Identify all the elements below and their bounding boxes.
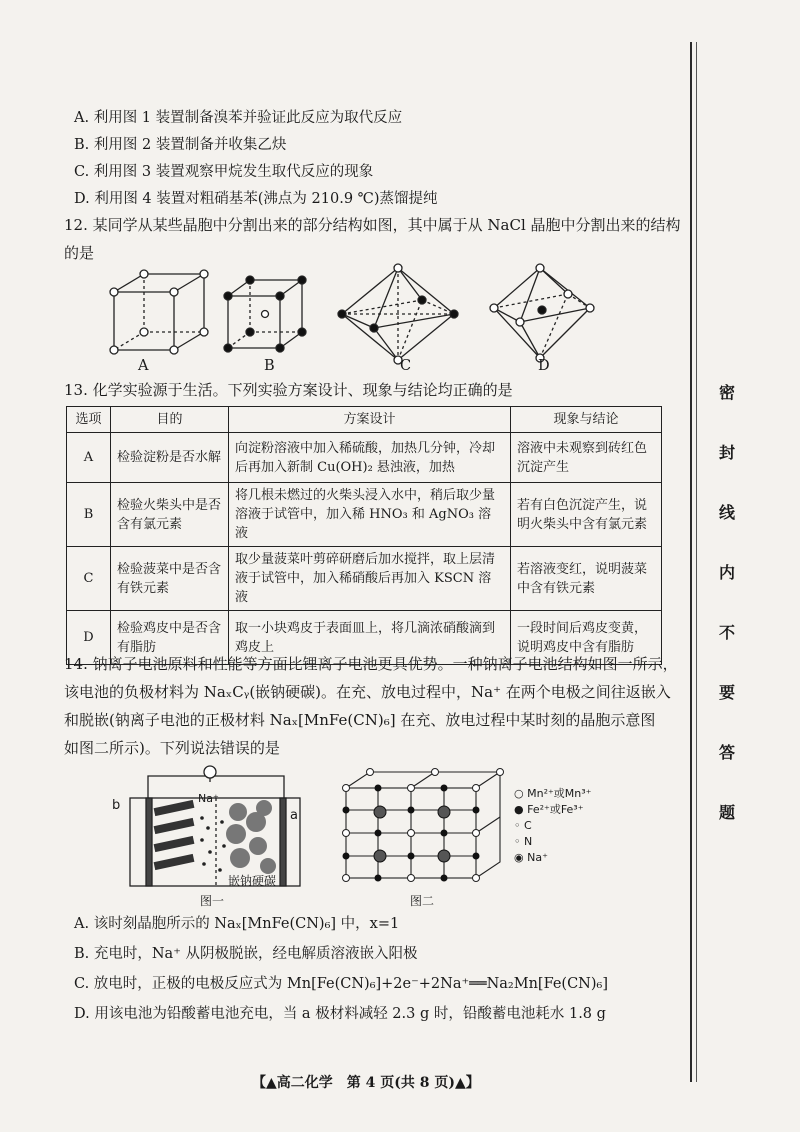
fig1-label-na: Na⁺ — [198, 792, 219, 805]
row-option: C — [67, 547, 111, 611]
legend-small-circle-icon: ◦ — [514, 835, 521, 848]
page-footer: 【▲高二化学 第 4 页(共 8 页)▲】 — [252, 1075, 480, 1091]
seal-char: 不 — [718, 623, 735, 642]
q14-stem-line4: 如图二所示)。下列说法错误的是 — [64, 739, 280, 757]
row-purpose: 检验淀粉是否水解 — [111, 433, 229, 483]
row-purpose: 检验鸡皮中是否含有脂肪 — [111, 611, 229, 665]
row-purpose: 检验火柴头中是否含有氯元素 — [111, 483, 229, 547]
fig1-label-a: a — [290, 808, 298, 823]
q14-stem-line1: 14. 钠离子电池原料和性能等方面比锂离子电池更具优势。一种钠离子电池结构如图一所示， — [64, 655, 678, 673]
q11-option-b: B. 利用图 2 装置制备并收集乙炔 — [74, 137, 287, 153]
row-result: 一段时间后鸡皮变黄，说明鸡皮中含有脂肪 — [511, 611, 662, 665]
fig2-legend — [514, 786, 591, 866]
q13-table-header — [67, 407, 662, 433]
seal-char: 题 — [718, 803, 735, 822]
q11-option-d: D. 利用图 4 装置对粗硝基苯(沸点为 210.9 ℃)蒸馏提纯 — [74, 191, 438, 207]
legend-item: ○ Mn²⁺或Mn³⁺ — [514, 787, 592, 800]
row-result: 溶液中未观察到砖红色沉淀产生 — [511, 433, 662, 483]
q12-figure-b — [224, 276, 306, 352]
seal-char: 答 — [718, 743, 735, 762]
legend-big-dot-icon: ◉ — [514, 851, 524, 864]
legend-item: ◦ C — [514, 819, 532, 832]
fig2-caption: 图二 — [410, 894, 435, 908]
legend-filled-circle-icon: ● — [514, 803, 524, 816]
legend-item: ◉ Na⁺ — [514, 851, 548, 864]
q12-figure-a — [110, 270, 208, 354]
row-design: 将几根未燃过的火柴头浸入水中，稍后取少量溶液于试管中，加入稀 HNO₃ 和 AgNO₃ 溶液 — [229, 483, 511, 547]
row-design: 取一小块鸡皮于表面皿上，将几滴浓硝酸滴到鸡皮上 — [229, 611, 511, 665]
row-purpose: 检验菠菜中是否含有铁元素 — [111, 547, 229, 611]
seal-char: 内 — [718, 563, 735, 582]
q11-option-c: C. 利用图 3 装置观察甲烷发生取代反应的现象 — [74, 164, 374, 180]
q12-stem-line1: 12. 某同学从某些晶胞中分割出来的部分结构如图，其中属于从 NaCl 晶胞中分割出来的结构 — [64, 216, 681, 234]
q11-option-a: A. 利用图 1 装置制备溴苯并验证此反应为取代反应 — [74, 110, 403, 126]
q13-table — [66, 406, 662, 665]
legend-item: ◦ N — [514, 835, 533, 848]
fig1-label-carbon: 嵌钠硬碳 — [228, 874, 277, 888]
q12-figure-d — [490, 264, 594, 362]
row-option: B — [67, 483, 111, 547]
seal-char: 线 — [718, 503, 735, 522]
q12-label-a: A — [138, 358, 149, 374]
header-option: 选项 — [67, 407, 111, 433]
q14-option-a: A. 该时刻晶胞所示的 Naₓ[MnFe(CN)₆] 中，x=1 — [74, 916, 400, 932]
legend-open-circle-icon: ○ — [514, 787, 524, 800]
seal-line-thick — [690, 42, 692, 1082]
table-row — [67, 433, 662, 483]
row-result: 若溶液变红，说明菠菜中含有铁元素 — [511, 547, 662, 611]
row-design: 取少量菠菜叶剪碎研磨后加水搅拌，取上层清液于试管中，加入稀硝酸后再加入 KSCN 溶液 — [229, 547, 511, 611]
q14-figure2-crystal-cell — [340, 768, 510, 884]
row-option: D — [67, 611, 111, 665]
q14-option-d: D. 用该电池为铅酸蓄电池充电，当 a 极材料减轻 2.3 g 时，铅酸蓄电池耗水 1.8 g — [74, 1006, 606, 1022]
seal-char: 封 — [718, 443, 735, 462]
q12-figure-c — [338, 264, 458, 364]
header-purpose: 目的 — [111, 407, 229, 433]
fig1-label-b: b — [112, 798, 121, 813]
q13-stem: 13. 化学实验源于生活。下列实验方案设计、现象与结论均正确的是 — [64, 381, 513, 399]
q12-label-c: C — [400, 358, 412, 374]
legend-small-circle-icon: ◦ — [514, 819, 521, 832]
q14-stem-line3: 和脱嵌(钠离子电池的正极材料 Naₓ[MnFe(CN)₆] 在充、放电过程中某时刻的晶胞示意图 — [64, 711, 656, 729]
seal-char: 要 — [718, 683, 735, 702]
table-row — [67, 547, 662, 611]
fig1-caption: 图一 — [200, 894, 225, 908]
q14-figure1-battery — [118, 762, 308, 892]
row-result: 若有白色沉淀产生，说明火柴头中含有氯元素 — [511, 483, 662, 547]
row-option: A — [67, 433, 111, 483]
q12-label-b: B — [264, 358, 275, 374]
seal-char: 密 — [718, 383, 735, 402]
q12-label-d: D — [538, 358, 550, 374]
q12-stem-line2: 的是 — [64, 244, 95, 262]
seal-line-thin — [696, 42, 697, 1082]
row-design: 向淀粉溶液中加入稀硫酸，加热几分钟，冷却后再加入新制 Cu(OH)₂ 悬浊液，加热 — [229, 433, 511, 483]
q14-option-c: C. 放电时，正极的电极反应式为 Mn[Fe(CN)₆]+2e⁻+2Na⁺══Na₂Mn[Fe(CN)₆] — [74, 976, 608, 992]
q14-option-b: B. 充电时，Na⁺ 从阴极脱嵌，经电解质溶液嵌入阳极 — [74, 946, 418, 962]
table-row — [67, 483, 662, 547]
header-result: 现象与结论 — [511, 407, 662, 433]
legend-item: ● Fe²⁺或Fe³⁺ — [514, 803, 584, 816]
q14-stem-line2: 该电池的负极材料为 NaₓCᵧ(嵌钠硬碳)。在充、放电过程中，Na⁺ 在两个电极之间往返嵌入 — [64, 683, 671, 701]
header-design: 方案设计 — [229, 407, 511, 433]
seal-instruction — [712, 380, 742, 860]
